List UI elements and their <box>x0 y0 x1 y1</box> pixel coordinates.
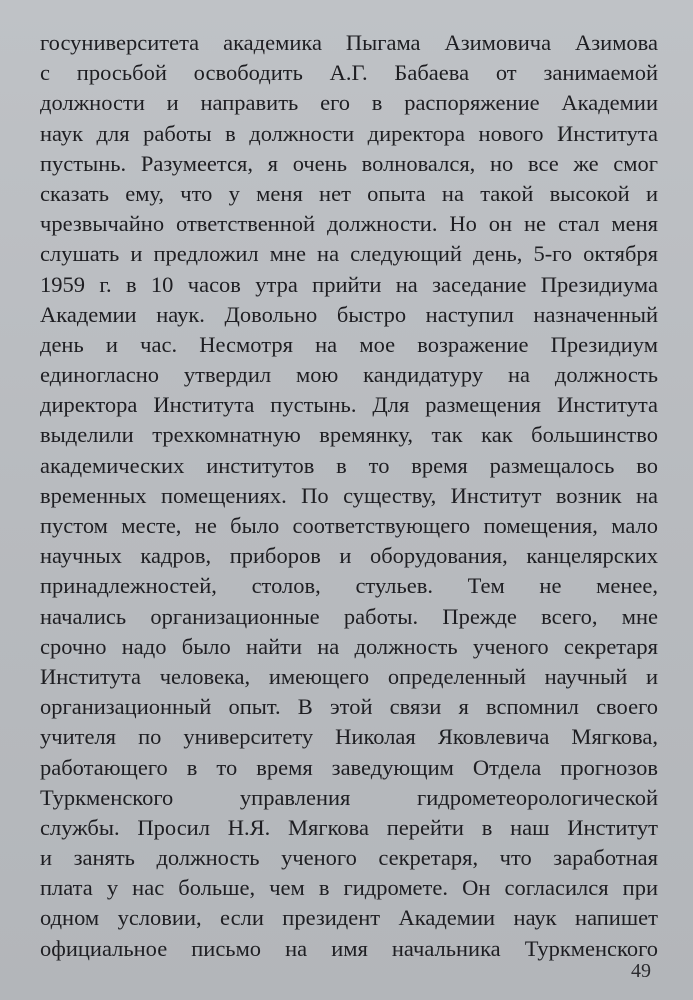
text-line-6: сказать ему, что у меня нет опыта на такой высокой и <box>40 180 658 206</box>
text-line-15: академических институтов в то время размещалось во <box>40 452 658 478</box>
text-line-17: пустом месте, не было соответствующего помещения, мало <box>40 513 658 538</box>
text-line-28: и занять должность ученого секретаря, что заработная <box>40 845 658 871</box>
body-text <box>40 28 658 964</box>
text-line-13: директора Института пустынь. Для размещения Института <box>40 392 658 418</box>
text-line-27: службы. Просил Н.Я. Мягкова перейти в наш Институт <box>40 814 658 840</box>
text-line-22: Института человека, имеющего определенный научный и <box>40 663 658 689</box>
text-line-10: Академии наук. Довольно быстро наступил назначенный <box>40 301 658 327</box>
text-line-5: пустынь. Разумеется, я очень волновался, но все же смог <box>40 150 658 176</box>
text-line-2: с просьбой освободить А.Г. Бабаева от занимаемой <box>40 60 658 86</box>
text-line-11: день и час. Несмотря на мое возражение Президиум <box>40 331 658 357</box>
text-line-25: работающего в то время заведующим Отдела прогнозов <box>40 754 658 780</box>
text-line-23: организационный опыт. В этой связи я вспомнил своего <box>40 694 658 720</box>
text-line-8: слушать и предложил мне на следующий день, 5-го октября <box>40 241 658 267</box>
text-line-1: госуниверситета академика Пыгама Азимовича Азимова <box>40 30 658 55</box>
text-line-3: должности и направить его в распоряжение Академии <box>40 90 658 116</box>
text-line-4: наук для работы в должности директора нового Института <box>40 120 658 146</box>
text-line-31: официальное письмо на имя начальника Туркменского <box>40 935 658 961</box>
text-line-21: срочно надо было найти на должность ученого секретаря <box>40 633 658 659</box>
text-line-30: одном условии, если президент Академии наук напишет <box>40 905 658 931</box>
page-number: 49 <box>631 960 651 982</box>
text-line-18: научных кадров, приборов и оборудования, канцелярских <box>40 543 658 569</box>
text-line-9: 1959 г. в 10 часов утра прийти на заседание Президиума <box>40 271 658 297</box>
text-line-29: плата у нас больше, чем в гидромете. Он согласился при <box>40 875 658 901</box>
text-line-24: учителя по университету Николая Яковлевича Мягкова, <box>40 724 658 750</box>
text-line-14: выделили трехкомнатную времянку, так как большинство <box>40 422 658 448</box>
text-line-12: единогласно утвердил мою кандидатуру на должность <box>40 362 658 388</box>
text-line-20: начались организационные работы. Прежде всего, мне <box>40 603 658 629</box>
text-line-19: принадлежностей, столов, стульев. Тем не менее, <box>40 573 658 599</box>
text-line-16: временных помещениях. По существу, Институт возник на <box>40 482 658 508</box>
text-line-26: Туркменского управления гидрометеорологической <box>40 784 658 810</box>
text-line-7: чрезвычайно ответственной должности. Но он не стал меня <box>40 211 658 237</box>
